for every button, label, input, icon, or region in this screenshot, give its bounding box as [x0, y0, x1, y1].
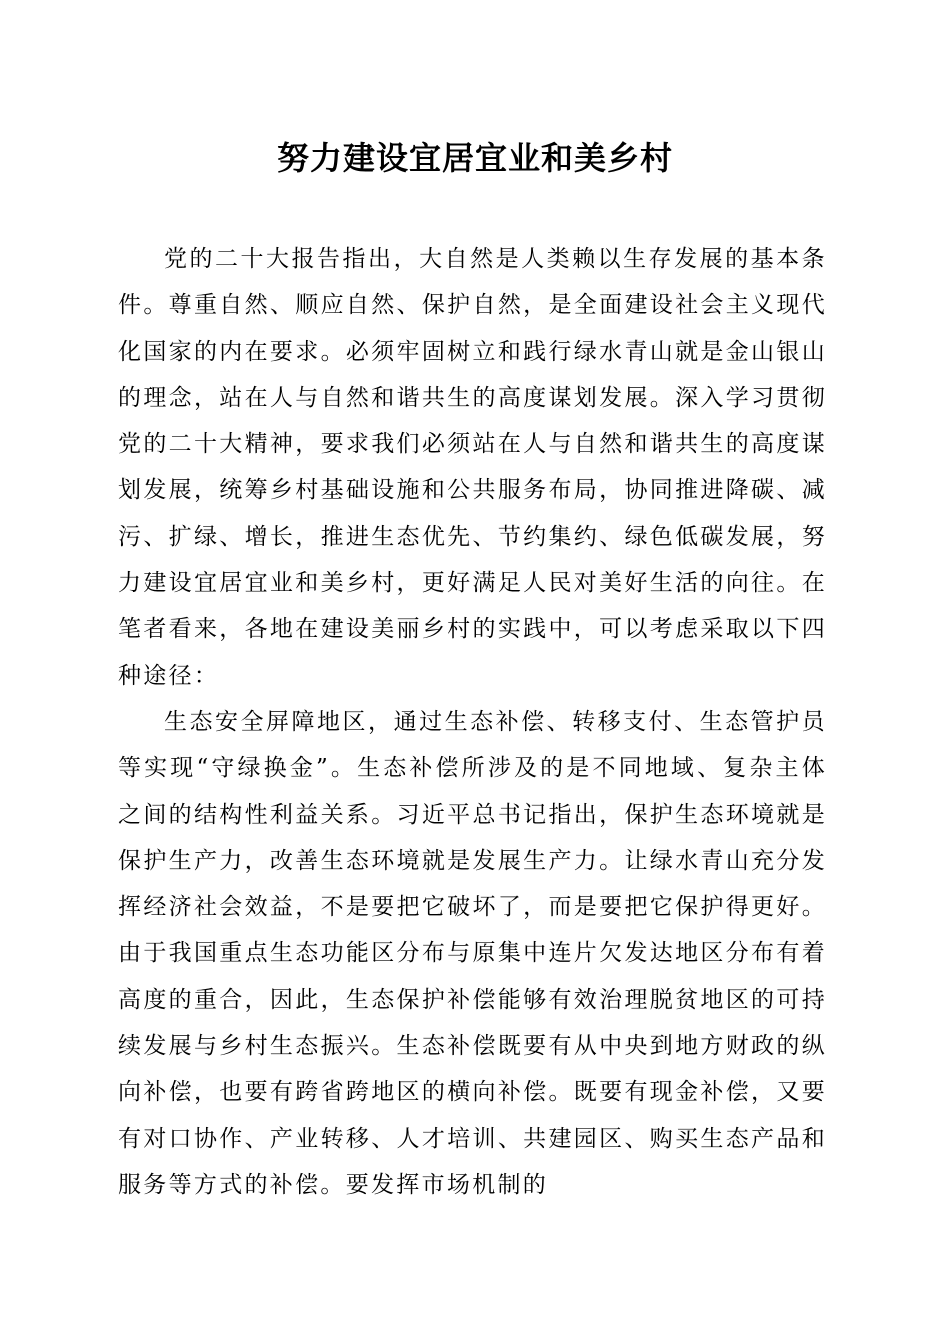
paragraph-intro: 党的二十大报告指出，大自然是人类赖以生存发展的基本条件。尊重自然、顺应自然、保护自然，是全面建设社会主义现代化国家的内在要求。必须牢固树立和践行绿水青山就是金山银山的理念，站在人与自然和谐共生的高度谋划发展。深入学习贯彻党的二十大精神，要求我们必须站在人与自然和谐共生的高度谋划发展，统筹乡村基础设施和公共服务布局，协同推进降碳、减污、扩绿、增长，推进生态优先、节约集约、绿色低碳发展，努力建设宜居宜业和美乡村，更好满足人民对美好生活的向往。在笔者看来，各地在建设美丽乡村的实践中，可以考虑采取以下四种途径：	[118, 246, 827, 689]
paragraph-ecological-compensation: 生态安全屏障地区，通过生态补偿、转移支付、生态管护员等实现“守绿换金”。生态补偿所涉及的是不同地域、复杂主体之间的结构性利益关系。习近平总书记指出，保护生态环境就是保护生产力，改善生态环境就是发展生产力。让绿水青山充分发挥经济社会效益，不是要把它破坏了，而是要把它保护得更好。由于我国重点生态功能区分布与原集中连片欠发达地区分布有着高度的重合，因此，生态保护补偿能够有效治理脱贫地区的可持续发展与乡村生态振兴。生态补偿既要有从中央到地方财政的纵向补偿，也要有跨省跨地区的横向补偿。既要有现金补偿，又要有对口协作、产业转移、人才培训、共建园区、购买生态产品和服务等方式的补偿。要发挥市场机制的	[118, 708, 827, 1198]
document-title: 努力建设宜居宜业和美乡村	[276, 139, 673, 177]
document-body	[118, 236, 827, 1208]
